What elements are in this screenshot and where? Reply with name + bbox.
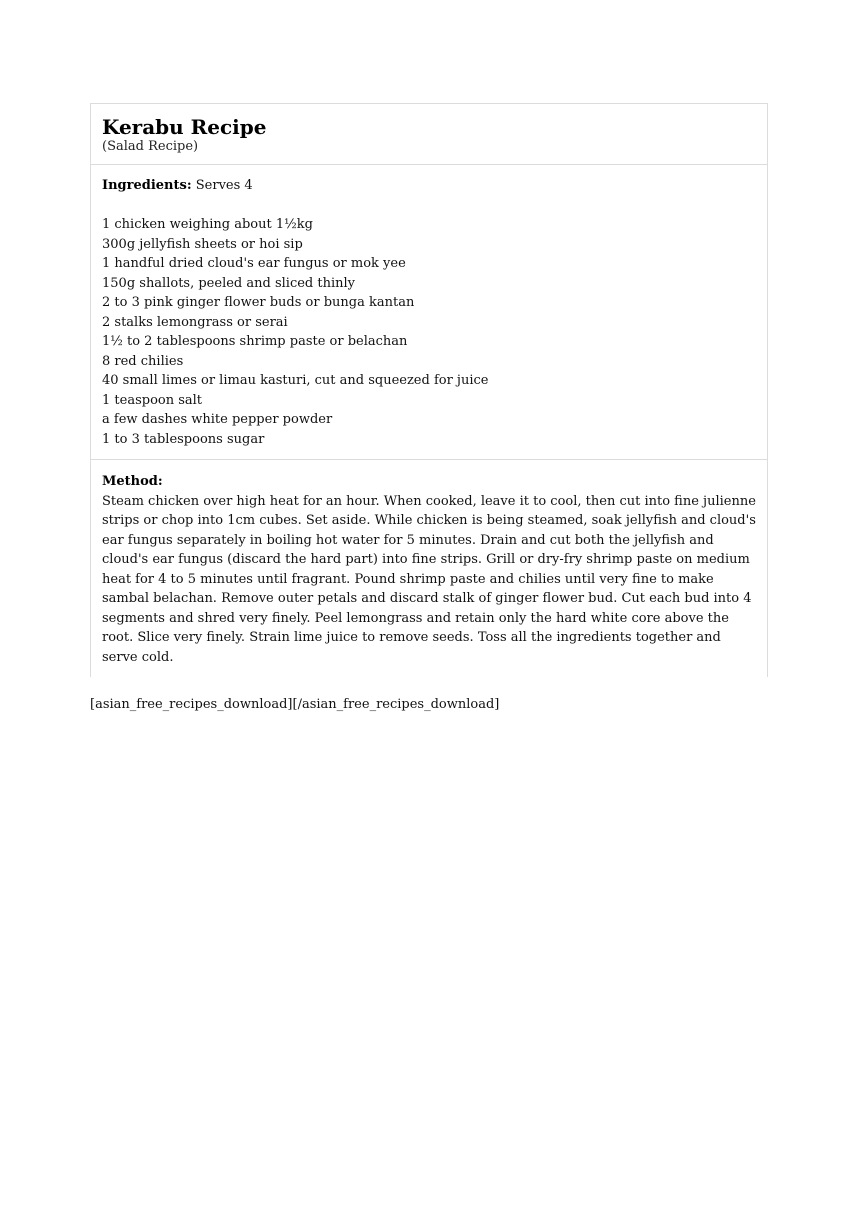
ingredient-item: 1 to 3 tablespoons sugar (102, 431, 265, 447)
serves-text: Serves 4 (195, 178, 253, 193)
recipe-subtitle: (Salad Recipe) (102, 139, 199, 154)
ingredient-item: 2 stalks lemongrass or serai (102, 314, 288, 330)
ingredient-item: 1½ to 2 tablespoons shrimp paste or belachan (102, 334, 408, 349)
method-section (91, 460, 767, 677)
ingredient-item: 300g jellyfish sheets or hoi sip (102, 236, 303, 252)
download-shortcode: [asian_free_recipes_download][/asian_free_recipes_download] (90, 697, 500, 712)
ingredients-label: Ingredients: (102, 178, 192, 193)
ingredient-item: 150g shallots, peeled and sliced thinly (102, 275, 355, 291)
ingredient-item: 2 to 3 pink ginger flower buds or bunga kantan (102, 295, 415, 310)
ingredient-item: 1 teaspoon salt (102, 392, 203, 408)
ingredient-item: 1 handful dried cloud's ear fungus or mok yee (102, 256, 406, 271)
ingredient-item: a few dashes white pepper powder (102, 412, 333, 427)
method-heading: Method: (102, 474, 163, 489)
ingredients-section (91, 165, 767, 460)
method-text: Steam chicken over high heat for an hour. When cooked, leave it to cool, then cut into fine julienne strips or chop into 1cm cubes. Set aside. While chicken is being steamed, soak jellyfish and cloud's ear fungus separately in boiling hot water for 5 minutes. Drain and cut both the jellyfish and cloud's ear fungus (discard the hard part) into fine strips. Grill or dry-fry shrimp paste on medium heat for 4 to 5 minutes until fragrant. Pound shrimp paste and chilies until very fine to make sambal belachan. Remove outer petals and discard stalk of ginger flower bud. Cut each bud into 4 segments and shred very finely. Peel lemongrass and retain only the hard white core above the root. Slice very finely. Strain lime juice to remove seeds. Toss all the ingredients together and serve cold. (102, 493, 756, 665)
ingredient-list (102, 215, 756, 449)
recipe-title: Kerabu Recipe (102, 115, 267, 139)
ingredients-heading (102, 176, 756, 196)
recipe-card (90, 103, 768, 677)
ingredient-item: 1 chicken weighing about 1½kg (102, 217, 313, 232)
recipe-header (91, 104, 767, 165)
ingredient-item: 8 red chilies (102, 353, 184, 369)
ingredient-item: 40 small limes or limau kasturi, cut and squeezed for juice (102, 373, 489, 388)
